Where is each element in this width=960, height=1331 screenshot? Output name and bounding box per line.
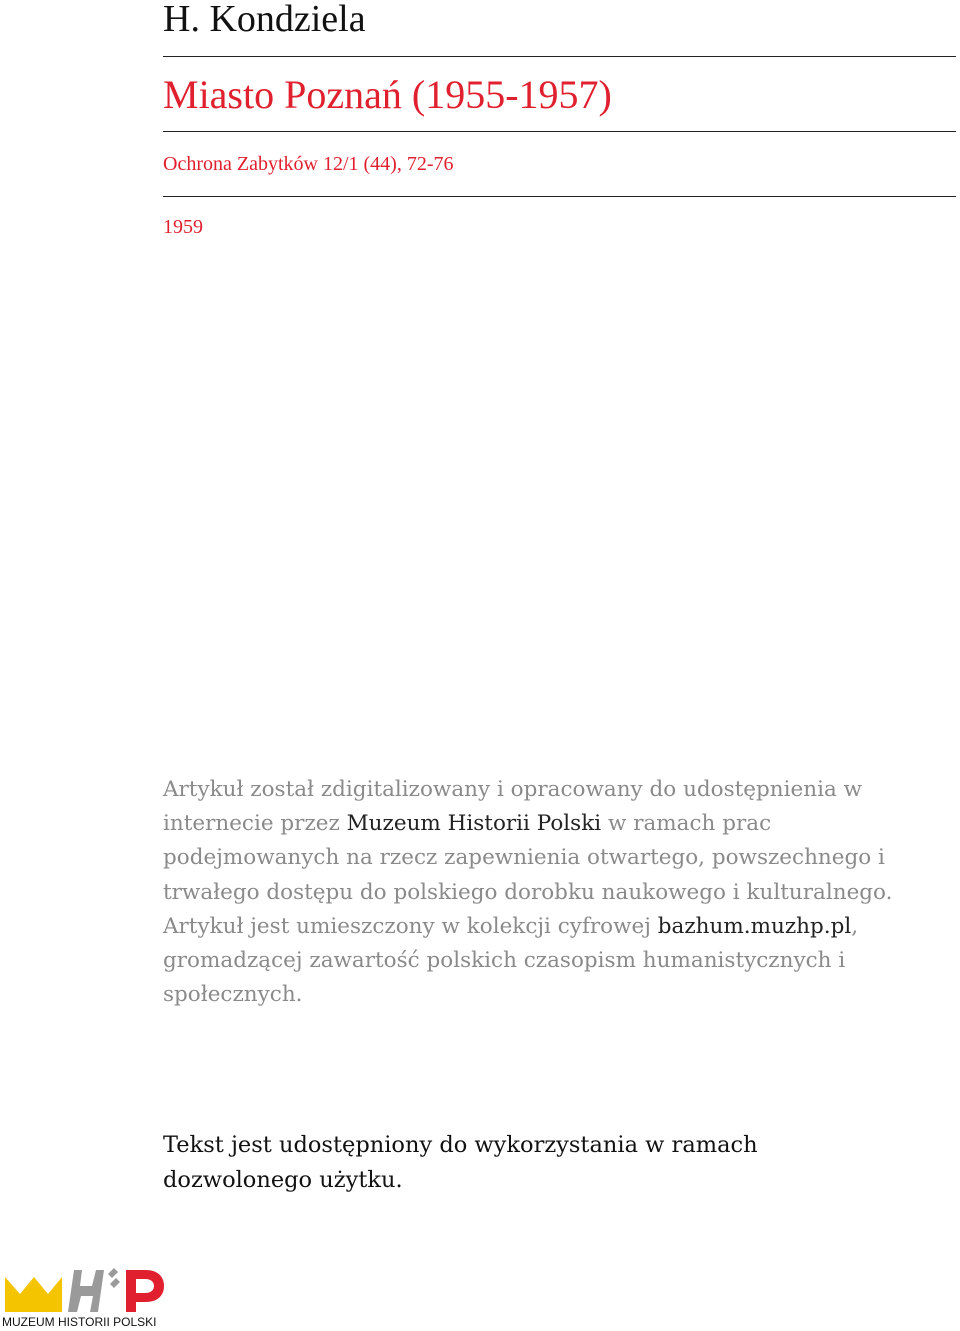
publication-year: 1959: [163, 216, 203, 238]
notice-text-part1: Artykuł został zdigitalizowany i opracowany do udostępnienia w internecie przez: [163, 777, 863, 837]
divider-bottom: [163, 196, 956, 197]
divider-middle: [163, 131, 956, 132]
museum-logo-icon: [2, 1264, 167, 1314]
author-name: H. Kondziela: [163, 0, 366, 40]
museum-logo-caption: MUZEUM HISTORII POLSKI: [2, 1315, 157, 1329]
digitization-notice: [163, 773, 923, 1012]
notice-text-part3: , gromadzącej zawartość polskich czasopism humanistycznych i społecznych.: [163, 913, 859, 1008]
article-title: Miasto Poznań (1955-1957): [163, 72, 612, 117]
collection-site-link[interactable]: bazhum.muzhp.pl: [657, 913, 852, 939]
usage-statement: Tekst jest udostępniony do wykorzystania w ramach dozwolonego użytku.: [163, 1132, 758, 1193]
museum-logo: [2, 1264, 167, 1330]
source-citation: Ochrona Zabytków 12/1 (44), 72-76: [163, 153, 454, 175]
divider-top: [163, 56, 956, 57]
notice-text-part2: w ramach prac podejmowanych na rzecz zapewnienia otwartego, powszechnego i trwałego dostępu do polskiego dorobku naukowego i kulturalnego. Artykuł jest umieszczony w kolekcji cyfrowej: [163, 811, 893, 939]
museum-name: Muzeum Historii Polski: [346, 811, 602, 837]
